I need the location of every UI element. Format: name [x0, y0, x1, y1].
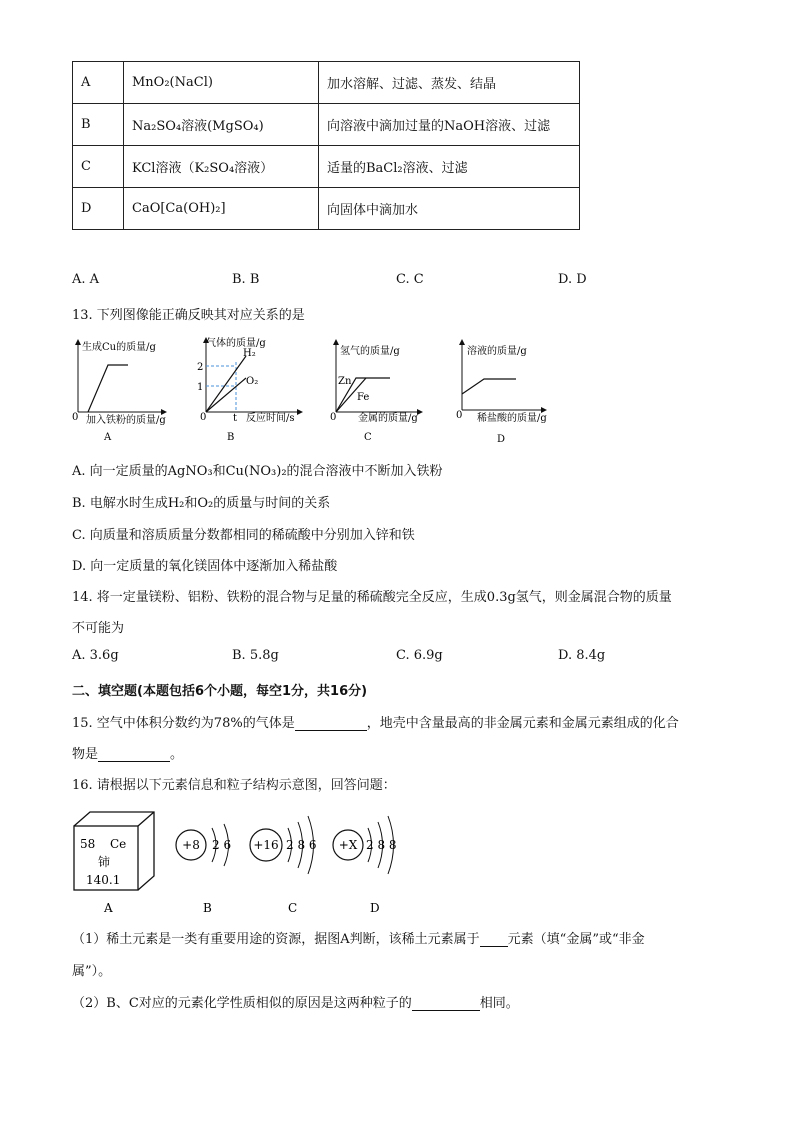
q15-text-2: ，地壳中含量最高的非金属元素和金属元素组成的化合	[366, 716, 679, 731]
table-row	[73, 146, 580, 188]
graph-b-tick-2: 2	[197, 362, 204, 373]
table-row	[73, 62, 580, 104]
q16-sub2-line	[72, 992, 519, 1011]
q14-stem-line1: 14. 将一定量镁粉、铝粉、铁粉的混合物与足量的稀硫酸完全反应，生成0.3g氢气，则金属混合物的质量	[72, 590, 672, 605]
q15-blank-1[interactable]	[295, 716, 367, 731]
graph-c	[330, 342, 420, 443]
graph-a	[72, 340, 166, 443]
table-row	[73, 104, 580, 146]
q13-option-b[interactable]: B. 电解水时生成H₂和O₂的质量与时间的关系	[72, 496, 331, 511]
graph-c-fe-label: Fe	[357, 392, 370, 403]
q14-choice-c[interactable]: C. 6.9g	[396, 648, 443, 663]
graph-b-xlabel: 反应时间/s	[246, 413, 295, 424]
graph-a-tag: A	[104, 432, 112, 443]
graph-a-curve	[88, 365, 128, 412]
graph-d-xlabel: 稀盐酸的质量/g	[477, 413, 547, 424]
graph-d-ylabel: 溶液的质量/g	[467, 346, 527, 357]
graph-b-h2-line	[206, 356, 246, 412]
q14-choice-d[interactable]: D. 8.4g	[558, 648, 606, 663]
q12-choice-c[interactable]: C. C	[396, 272, 424, 287]
graph-b-ylabel: 气体的质量/g	[206, 338, 266, 349]
q13-option-c[interactable]: C. 向质量和溶质质量分数都相同的稀硫酸中分别加入锌和铁	[72, 528, 415, 543]
graph-d-curve	[462, 379, 516, 394]
atom-d-nucleus: +X	[338, 838, 358, 852]
q13-graphs	[60, 332, 560, 450]
q16-blank-2[interactable]	[412, 996, 480, 1011]
q14-choice-a[interactable]: A. 3.6g	[72, 648, 119, 663]
atom-c-tag: C	[288, 901, 298, 915]
graph-a-origin: 0	[72, 412, 79, 423]
q16-sub2-text-1: （2）B、C对应的元素化学性质相似的原因是这两种粒子的	[72, 996, 412, 1011]
atom-b	[176, 824, 231, 915]
graph-a-ylabel: 生成Cu的质量/g	[82, 342, 156, 353]
row-letter: D	[73, 188, 124, 230]
row-letter: B	[73, 104, 124, 146]
row-method: 向溶液中滴加过量的NaOH溶液、过滤	[319, 104, 580, 146]
q14-stem-line2: 不可能为	[72, 621, 125, 636]
row-substance: Na₂SO₄溶液(MgSO₄)	[124, 104, 319, 146]
graph-b-tick-1: 1	[197, 382, 204, 393]
atom-b-shells: 2 6	[212, 838, 232, 852]
graph-c-zn-label: Zn	[338, 376, 352, 387]
element-name: 铈	[98, 855, 111, 869]
element-tag: A	[104, 901, 113, 915]
atom-c-shells: 2 8 6	[286, 838, 317, 852]
element-cell	[74, 812, 154, 915]
element-number: 58	[80, 837, 96, 851]
q12-choice-d[interactable]: D. D	[558, 272, 587, 287]
graph-b-origin: 0	[200, 412, 207, 423]
graph-c-xlabel: 金属的质量/g	[358, 413, 418, 424]
table-row	[73, 188, 580, 230]
q12-choice-b[interactable]: B. B	[232, 272, 260, 287]
row-method: 加水溶解、过滤、蒸发、结晶	[319, 62, 580, 104]
row-substance: MnO₂(NaCl)	[124, 62, 319, 104]
q13-stem: 13. 下列图像能正确反映其对应关系的是	[72, 308, 305, 323]
q15-blank-2[interactable]	[98, 747, 170, 762]
q16-blank-1[interactable]	[480, 932, 508, 947]
q16-sub1-text-2: 元素（填“金属”或“非金	[507, 932, 645, 947]
q15-line2	[72, 743, 183, 762]
graph-d	[456, 342, 547, 445]
atom-d	[333, 816, 397, 915]
graph-d-tag: D	[497, 434, 506, 445]
q16-sub2-text-2: 相同。	[479, 996, 519, 1011]
section-heading: 二、填空题(本题包括6个小题，每空1分，共16分)	[72, 684, 368, 699]
q13-option-a[interactable]: A. 向一定质量的AgNO₃和Cu(NO₃)₂的混合溶液中不断加入铁粉	[72, 464, 443, 479]
graph-b-h2-label: H₂	[243, 348, 256, 359]
element-symbol: Ce	[110, 837, 127, 851]
q12-choice-a[interactable]: A. A	[72, 272, 100, 287]
row-method: 向固体中滴加水	[319, 188, 580, 230]
row-letter: A	[73, 62, 124, 104]
atom-d-tag: D	[370, 901, 380, 915]
graph-c-ylabel: 氢气的质量/g	[340, 346, 400, 357]
graph-d-origin: 0	[456, 410, 463, 421]
q13-option-d[interactable]: D. 向一定质量的氧化镁固体中逐渐加入稀盐酸	[72, 559, 338, 574]
atom-b-tag: B	[203, 901, 212, 915]
row-substance: CaO[Ca(OH)₂]	[124, 188, 319, 230]
graph-b-tag: B	[227, 432, 235, 443]
row-letter: C	[73, 146, 124, 188]
graph-c-origin: 0	[330, 412, 337, 423]
atom-b-nucleus: +8	[182, 838, 200, 852]
q15-text-3: 物是	[72, 747, 99, 762]
graph-b-o2-label: O₂	[246, 376, 259, 387]
options-table	[72, 61, 580, 230]
q16-sub1-text-1: （1）稀土元素是一类有重要用途的资源，据图A判断，该稀土元素属于	[72, 932, 480, 947]
graph-b-tick-t: t	[233, 413, 238, 424]
q16-stem: 16. 请根据以下元素信息和粒子结构示意图，回答问题：	[72, 778, 396, 793]
graph-c-tag: C	[364, 432, 372, 443]
q16-sub1-line1	[72, 928, 645, 947]
graph-b	[197, 336, 300, 443]
q16-diagrams	[60, 800, 430, 920]
row-method: 适量的BaCl₂溶液、过滤	[319, 146, 580, 188]
atom-d-shells: 2 8 8	[366, 838, 397, 852]
q16-sub1-line2: 属”）。	[72, 964, 112, 979]
q15-text-1: 15. 空气中体积分数约为78%的气体是	[72, 716, 295, 731]
q15-line1	[72, 712, 679, 731]
atom-c-nucleus: +16	[253, 838, 279, 852]
graph-a-xlabel: 加入铁粉的质量/g	[86, 415, 166, 426]
atom-c	[250, 816, 317, 915]
row-substance: KCl溶液（K₂SO₄溶液）	[124, 146, 319, 188]
element-mass: 140.1	[86, 873, 121, 887]
q14-choice-b[interactable]: B. 5.8g	[232, 648, 279, 663]
q15-text-4: 。	[170, 747, 184, 762]
